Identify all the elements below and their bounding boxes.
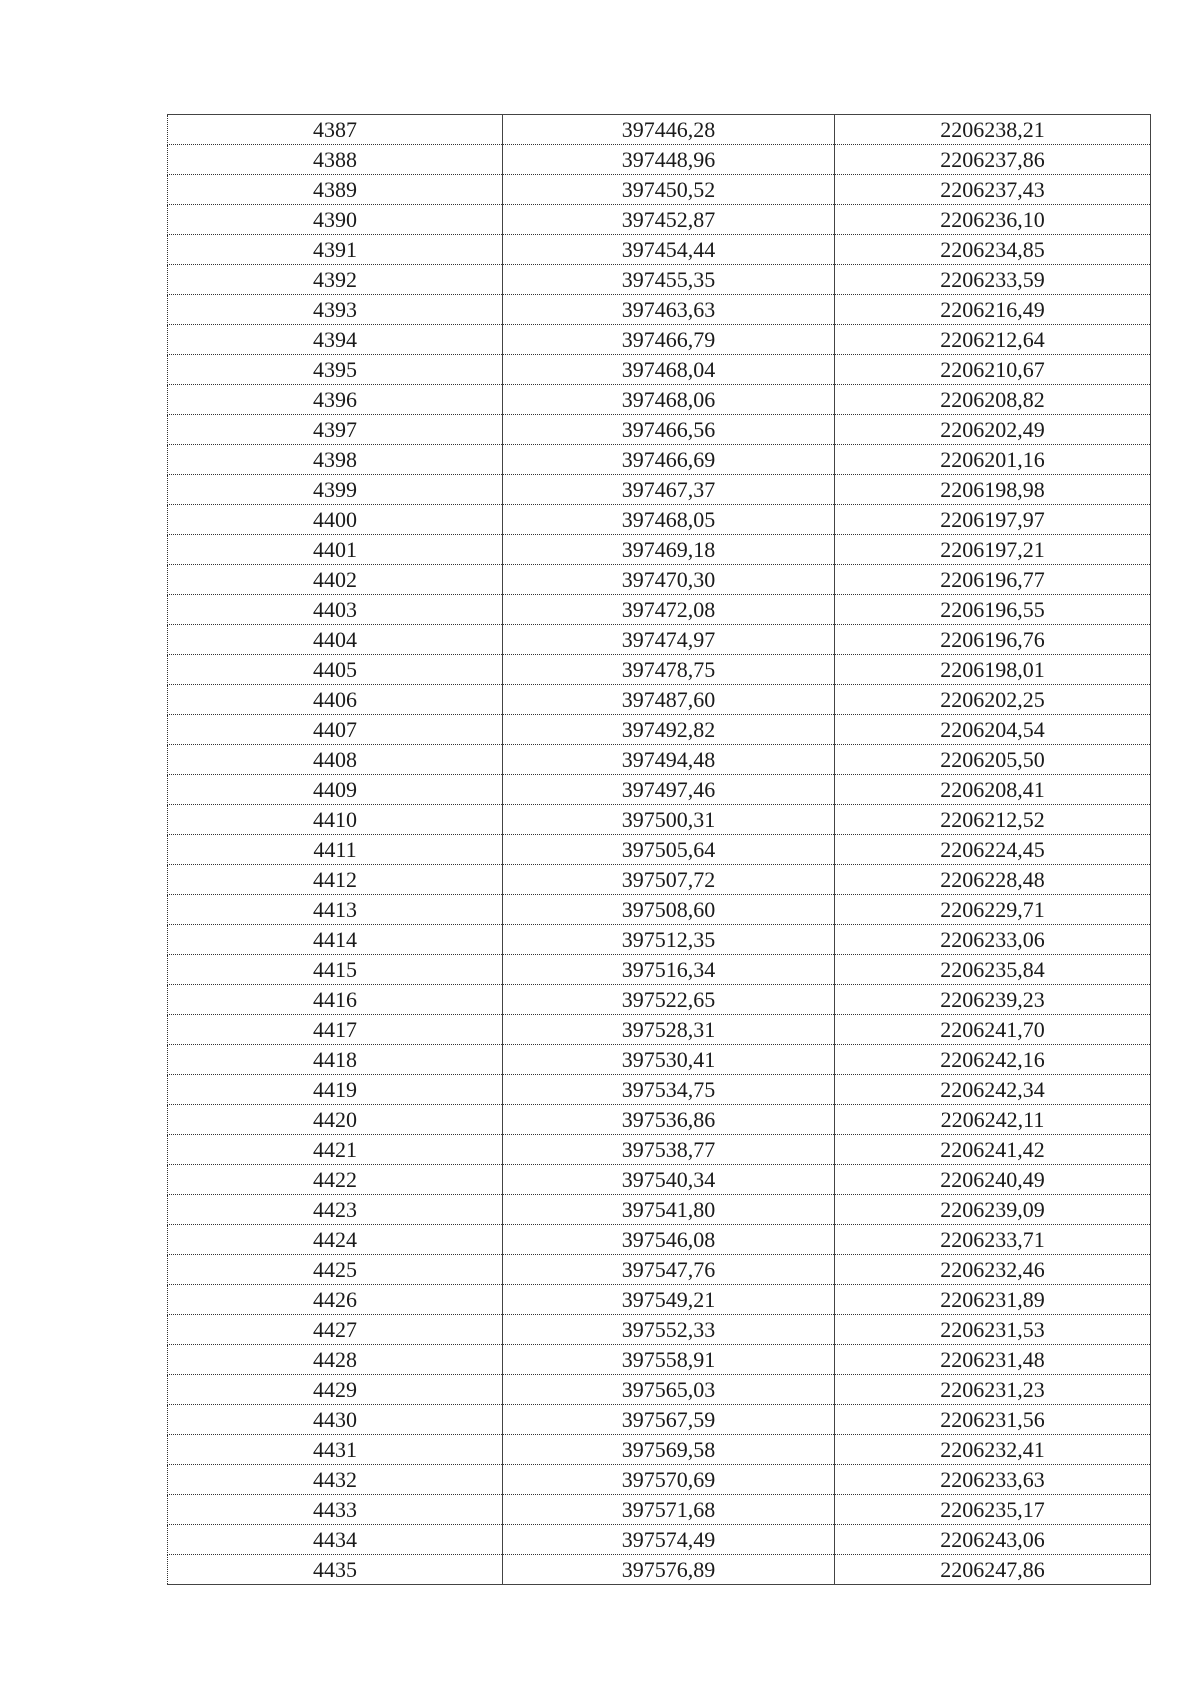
x-coordinate-cell: 397452,87	[503, 205, 835, 235]
point-number-cell: 4420	[168, 1105, 503, 1135]
point-number-cell: 4409	[168, 775, 503, 805]
y-coordinate-cell: 2206208,82	[835, 385, 1151, 415]
y-coordinate-cell: 2206237,86	[835, 145, 1151, 175]
table-row	[168, 145, 1151, 175]
y-coordinate-cell: 2206197,21	[835, 535, 1151, 565]
table-row	[168, 1015, 1151, 1045]
x-coordinate-cell: 397446,28	[503, 115, 835, 145]
point-number-cell: 4398	[168, 445, 503, 475]
table-row	[168, 745, 1151, 775]
x-coordinate-cell: 397466,79	[503, 325, 835, 355]
x-coordinate-cell: 397454,44	[503, 235, 835, 265]
point-number-cell: 4430	[168, 1405, 503, 1435]
table-row	[168, 175, 1151, 205]
y-coordinate-cell: 2206212,52	[835, 805, 1151, 835]
y-coordinate-cell: 2206237,43	[835, 175, 1151, 205]
table-row	[168, 805, 1151, 835]
y-coordinate-cell: 2206232,46	[835, 1255, 1151, 1285]
x-coordinate-cell: 397455,35	[503, 265, 835, 295]
x-coordinate-cell: 397466,69	[503, 445, 835, 475]
table-row	[168, 235, 1151, 265]
table-row	[168, 955, 1151, 985]
x-coordinate-cell: 397571,68	[503, 1495, 835, 1525]
table-row	[168, 385, 1151, 415]
y-coordinate-cell: 2206202,49	[835, 415, 1151, 445]
x-coordinate-cell: 397536,86	[503, 1105, 835, 1135]
table-row	[168, 655, 1151, 685]
table-row	[168, 715, 1151, 745]
x-coordinate-cell: 397469,18	[503, 535, 835, 565]
table-row	[168, 775, 1151, 805]
y-coordinate-cell: 2206197,97	[835, 505, 1151, 535]
point-number-cell: 4395	[168, 355, 503, 385]
table-row	[168, 325, 1151, 355]
x-coordinate-cell: 397512,35	[503, 925, 835, 955]
y-coordinate-cell: 2206238,21	[835, 115, 1151, 145]
y-coordinate-cell: 2206231,53	[835, 1315, 1151, 1345]
table-row	[168, 115, 1151, 145]
point-number-cell: 4404	[168, 625, 503, 655]
table-row	[168, 625, 1151, 655]
x-coordinate-cell: 397534,75	[503, 1075, 835, 1105]
x-coordinate-cell: 397530,41	[503, 1045, 835, 1075]
x-coordinate-cell: 397538,77	[503, 1135, 835, 1165]
y-coordinate-cell: 2206241,70	[835, 1015, 1151, 1045]
point-number-cell: 4424	[168, 1225, 503, 1255]
table-row	[168, 595, 1151, 625]
point-number-cell: 4417	[168, 1015, 503, 1045]
coordinates-table-body	[168, 115, 1151, 1585]
y-coordinate-cell: 2206224,45	[835, 835, 1151, 865]
y-coordinate-cell: 2206201,16	[835, 445, 1151, 475]
table-row	[168, 1555, 1151, 1585]
x-coordinate-cell: 397522,65	[503, 985, 835, 1015]
x-coordinate-cell: 397541,80	[503, 1195, 835, 1225]
table-row	[168, 1225, 1151, 1255]
y-coordinate-cell: 2206247,86	[835, 1555, 1151, 1585]
point-number-cell: 4400	[168, 505, 503, 535]
y-coordinate-cell: 2206242,16	[835, 1045, 1151, 1075]
x-coordinate-cell: 397467,37	[503, 475, 835, 505]
y-coordinate-cell: 2206234,85	[835, 235, 1151, 265]
y-coordinate-cell: 2206233,06	[835, 925, 1151, 955]
x-coordinate-cell: 397497,46	[503, 775, 835, 805]
table-row	[168, 1165, 1151, 1195]
point-number-cell: 4403	[168, 595, 503, 625]
x-coordinate-cell: 397558,91	[503, 1345, 835, 1375]
point-number-cell: 4423	[168, 1195, 503, 1225]
point-number-cell: 4389	[168, 175, 503, 205]
point-number-cell: 4429	[168, 1375, 503, 1405]
x-coordinate-cell: 397567,59	[503, 1405, 835, 1435]
point-number-cell: 4402	[168, 565, 503, 595]
table-row	[168, 415, 1151, 445]
point-number-cell: 4401	[168, 535, 503, 565]
x-coordinate-cell: 397468,04	[503, 355, 835, 385]
y-coordinate-cell: 2206208,41	[835, 775, 1151, 805]
y-coordinate-cell: 2206236,10	[835, 205, 1151, 235]
point-number-cell: 4418	[168, 1045, 503, 1075]
y-coordinate-cell: 2206241,42	[835, 1135, 1151, 1165]
point-number-cell: 4428	[168, 1345, 503, 1375]
point-number-cell: 4425	[168, 1255, 503, 1285]
point-number-cell: 4397	[168, 415, 503, 445]
x-coordinate-cell: 397505,64	[503, 835, 835, 865]
x-coordinate-cell: 397570,69	[503, 1465, 835, 1495]
y-coordinate-cell: 2206216,49	[835, 295, 1151, 325]
table-row	[168, 205, 1151, 235]
x-coordinate-cell: 397500,31	[503, 805, 835, 835]
x-coordinate-cell: 397448,96	[503, 145, 835, 175]
y-coordinate-cell: 2206198,01	[835, 655, 1151, 685]
table-row	[168, 505, 1151, 535]
point-number-cell: 4431	[168, 1435, 503, 1465]
point-number-cell: 4414	[168, 925, 503, 955]
y-coordinate-cell: 2206212,64	[835, 325, 1151, 355]
x-coordinate-cell: 397492,82	[503, 715, 835, 745]
point-number-cell: 4390	[168, 205, 503, 235]
point-number-cell: 4435	[168, 1555, 503, 1585]
y-coordinate-cell: 2206202,25	[835, 685, 1151, 715]
table-row	[168, 685, 1151, 715]
x-coordinate-cell: 397549,21	[503, 1285, 835, 1315]
x-coordinate-cell: 397508,60	[503, 895, 835, 925]
table-row	[168, 445, 1151, 475]
y-coordinate-cell: 2206196,55	[835, 595, 1151, 625]
point-number-cell: 4405	[168, 655, 503, 685]
x-coordinate-cell: 397547,76	[503, 1255, 835, 1285]
point-number-cell: 4426	[168, 1285, 503, 1315]
y-coordinate-cell: 2206196,76	[835, 625, 1151, 655]
y-coordinate-cell: 2206239,23	[835, 985, 1151, 1015]
table-row	[168, 565, 1151, 595]
x-coordinate-cell: 397463,63	[503, 295, 835, 325]
table-row	[168, 835, 1151, 865]
x-coordinate-cell: 397474,97	[503, 625, 835, 655]
y-coordinate-cell: 2206243,06	[835, 1525, 1151, 1555]
point-number-cell: 4415	[168, 955, 503, 985]
table-row	[168, 1315, 1151, 1345]
point-number-cell: 4406	[168, 685, 503, 715]
x-coordinate-cell: 397470,30	[503, 565, 835, 595]
y-coordinate-cell: 2206242,34	[835, 1075, 1151, 1105]
table-row	[168, 475, 1151, 505]
x-coordinate-cell: 397468,06	[503, 385, 835, 415]
coordinates-table	[167, 114, 1151, 1585]
y-coordinate-cell: 2206198,98	[835, 475, 1151, 505]
x-coordinate-cell: 397565,03	[503, 1375, 835, 1405]
table-row	[168, 1495, 1151, 1525]
table-row	[168, 1435, 1151, 1465]
y-coordinate-cell: 2206239,09	[835, 1195, 1151, 1225]
point-number-cell: 4421	[168, 1135, 503, 1165]
x-coordinate-cell: 397569,58	[503, 1435, 835, 1465]
x-coordinate-cell: 397546,08	[503, 1225, 835, 1255]
table-row	[168, 925, 1151, 955]
table-row	[168, 1045, 1151, 1075]
point-number-cell: 4388	[168, 145, 503, 175]
point-number-cell: 4419	[168, 1075, 503, 1105]
y-coordinate-cell: 2206231,56	[835, 1405, 1151, 1435]
y-coordinate-cell: 2206210,67	[835, 355, 1151, 385]
point-number-cell: 4427	[168, 1315, 503, 1345]
x-coordinate-cell: 397466,56	[503, 415, 835, 445]
point-number-cell: 4422	[168, 1165, 503, 1195]
point-number-cell: 4433	[168, 1495, 503, 1525]
y-coordinate-cell: 2206233,59	[835, 265, 1151, 295]
point-number-cell: 4411	[168, 835, 503, 865]
y-coordinate-cell: 2206233,63	[835, 1465, 1151, 1495]
point-number-cell: 4396	[168, 385, 503, 415]
y-coordinate-cell: 2206229,71	[835, 895, 1151, 925]
x-coordinate-cell: 397574,49	[503, 1525, 835, 1555]
point-number-cell: 4412	[168, 865, 503, 895]
table-row	[168, 1345, 1151, 1375]
x-coordinate-cell: 397528,31	[503, 1015, 835, 1045]
x-coordinate-cell: 397494,48	[503, 745, 835, 775]
table-row	[168, 295, 1151, 325]
table-row	[168, 1375, 1151, 1405]
table-row	[168, 1525, 1151, 1555]
y-coordinate-cell: 2206231,23	[835, 1375, 1151, 1405]
y-coordinate-cell: 2206231,48	[835, 1345, 1151, 1375]
x-coordinate-cell: 397507,72	[503, 865, 835, 895]
point-number-cell: 4416	[168, 985, 503, 1015]
y-coordinate-cell: 2206242,11	[835, 1105, 1151, 1135]
point-number-cell: 4391	[168, 235, 503, 265]
y-coordinate-cell: 2206235,84	[835, 955, 1151, 985]
point-number-cell: 4393	[168, 295, 503, 325]
table-row	[168, 865, 1151, 895]
y-coordinate-cell: 2206235,17	[835, 1495, 1151, 1525]
point-number-cell: 4399	[168, 475, 503, 505]
y-coordinate-cell: 2206228,48	[835, 865, 1151, 895]
table-row	[168, 1195, 1151, 1225]
y-coordinate-cell: 2206233,71	[835, 1225, 1151, 1255]
table-row	[168, 1255, 1151, 1285]
table-row	[168, 355, 1151, 385]
point-number-cell: 4394	[168, 325, 503, 355]
point-number-cell: 4410	[168, 805, 503, 835]
table-row	[168, 1405, 1151, 1435]
x-coordinate-cell: 397472,08	[503, 595, 835, 625]
y-coordinate-cell: 2206204,54	[835, 715, 1151, 745]
table-row	[168, 265, 1151, 295]
point-number-cell: 4408	[168, 745, 503, 775]
x-coordinate-cell: 397478,75	[503, 655, 835, 685]
y-coordinate-cell: 2206205,50	[835, 745, 1151, 775]
point-number-cell: 4407	[168, 715, 503, 745]
x-coordinate-cell: 397540,34	[503, 1165, 835, 1195]
point-number-cell: 4387	[168, 115, 503, 145]
y-coordinate-cell: 2206231,89	[835, 1285, 1151, 1315]
y-coordinate-cell: 2206240,49	[835, 1165, 1151, 1195]
x-coordinate-cell: 397576,89	[503, 1555, 835, 1585]
x-coordinate-cell: 397487,60	[503, 685, 835, 715]
point-number-cell: 4392	[168, 265, 503, 295]
x-coordinate-cell: 397552,33	[503, 1315, 835, 1345]
table-row	[168, 535, 1151, 565]
table-row	[168, 1465, 1151, 1495]
table-row	[168, 1075, 1151, 1105]
x-coordinate-cell: 397450,52	[503, 175, 835, 205]
point-number-cell: 4432	[168, 1465, 503, 1495]
table-row	[168, 985, 1151, 1015]
table-row	[168, 1105, 1151, 1135]
y-coordinate-cell: 2206232,41	[835, 1435, 1151, 1465]
table-row	[168, 1285, 1151, 1315]
x-coordinate-cell: 397468,05	[503, 505, 835, 535]
point-number-cell: 4413	[168, 895, 503, 925]
x-coordinate-cell: 397516,34	[503, 955, 835, 985]
point-number-cell: 4434	[168, 1525, 503, 1555]
table-row	[168, 895, 1151, 925]
table-row	[168, 1135, 1151, 1165]
y-coordinate-cell: 2206196,77	[835, 565, 1151, 595]
